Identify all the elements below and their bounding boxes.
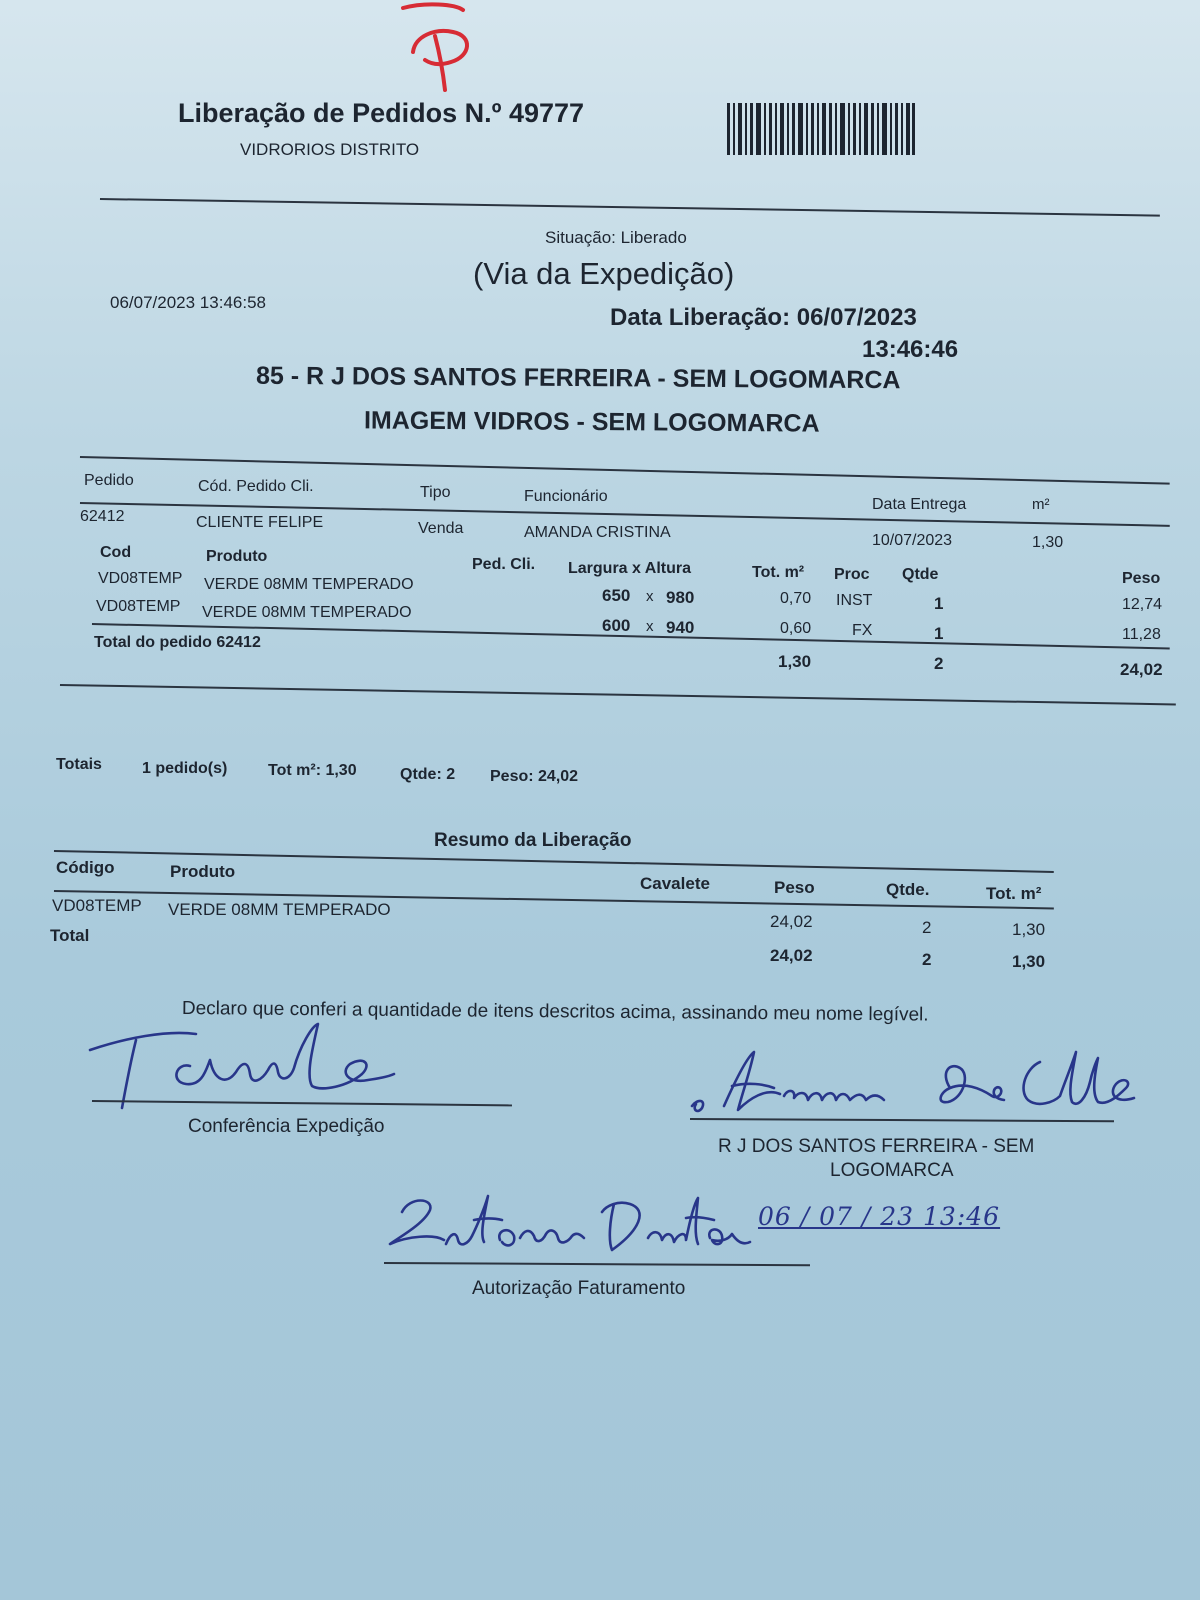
item-header-peso: Peso [1122, 570, 1161, 587]
order-total-qtde: 2 [934, 654, 944, 673]
item-header-tot-m2: Tot. m² [752, 564, 805, 581]
item-1-produto: VERDE 08MM TEMPERADO [204, 576, 414, 593]
item-1-x: x [646, 588, 654, 605]
signature-autorizacao [380, 1190, 760, 1270]
item-header-ped-cli: Ped. Cli. [472, 556, 536, 573]
signature-conferencia [86, 1020, 396, 1110]
company-name: VIDRORIOS DISTRITO [240, 140, 420, 159]
resumo-header-codigo: Código [56, 858, 115, 877]
resumo-header-cavalete: Cavalete [640, 874, 710, 893]
conferencia-label: Conferência Expedição [188, 1116, 385, 1137]
item-header-qtde: Qtde [902, 566, 939, 583]
resumo-row-peso: 24,02 [770, 912, 813, 931]
item-2-largura: 600 [602, 616, 631, 635]
totais-peso: Peso: 24,02 [490, 768, 579, 785]
resumo-row-tot-m2: 1,30 [1012, 920, 1046, 939]
item-2-x: x [646, 618, 654, 635]
order-funcionario-value: AMANDA CRISTINA [524, 524, 671, 541]
via-title: (Via da Expedição) [473, 256, 735, 291]
divider-order-bottom [60, 684, 1176, 705]
resumo-row-codigo: VD08TEMP [52, 896, 142, 915]
divider-header [100, 198, 1160, 217]
item-2-tot-m2: 0,60 [780, 620, 812, 637]
resumo-total-peso: 24,02 [770, 946, 813, 965]
resumo-row-produto: VERDE 08MM TEMPERADO [168, 900, 391, 919]
red-handwritten-mark [395, 0, 485, 95]
col-header-pedido: Pedido [84, 472, 134, 489]
handwritten-date: 06 / 07 / 23 13:46 [758, 1202, 1001, 1231]
item-1-qtde: 1 [934, 594, 944, 613]
order-pedido-value: 62412 [80, 508, 125, 525]
item-2-altura: 940 [666, 618, 695, 637]
signature-client [688, 1048, 1138, 1128]
client-name: 85 - R J DOS SANTOS FERREIRA - SEM LOGOMARCA [255, 361, 901, 395]
resumo-row-qtde: 2 [922, 918, 932, 937]
col-header-m2: m² [1032, 496, 1050, 513]
client-trade-name: IMAGEM VIDROS - SEM LOGOMARCA [363, 406, 820, 438]
item-header-largura-altura: Largura x Altura [568, 560, 691, 577]
document-title: Liberação de Pedidos N.º 49777 [178, 98, 585, 128]
resumo-header-peso: Peso [774, 878, 815, 897]
resumo-header-produto: Produto [170, 862, 236, 881]
declaration-text: Declaro que conferi a quantidade de itens descritos acima, assinando meu nome legível. [181, 998, 929, 1026]
item-header-cod: Cod [100, 544, 132, 561]
item-header-produto: Produto [206, 548, 268, 565]
resumo-total-m2: 1,30 [1012, 952, 1046, 971]
client-label-line1: R J DOS SANTOS FERREIRA - SEM [718, 1136, 1035, 1157]
col-header-cod-pedido-cli: Cód. Pedido Cli. [198, 478, 314, 495]
autorizacao-label: Autorização Faturamento [472, 1278, 686, 1299]
item-1-cod: VD08TEMP [98, 570, 183, 587]
item-2-proc: FX [852, 622, 873, 639]
totais-tot-m2: Tot m²: 1,30 [268, 762, 357, 779]
item-1-altura: 980 [666, 588, 695, 607]
order-tipo-value: Venda [418, 520, 464, 537]
resumo-total-qtde: 2 [922, 950, 932, 969]
print-datetime: 06/07/2023 13:46:58 [110, 293, 266, 312]
release-time: 13:46:46 [862, 336, 959, 363]
col-header-tipo: Tipo [420, 484, 451, 501]
col-header-data-entrega: Data Entrega [872, 496, 967, 513]
resumo-title: Resumo da Liberação [434, 830, 632, 851]
resumo-total-label: Total [50, 926, 90, 945]
status-text: Situação: Liberado [545, 228, 687, 247]
order-cod-pedido-cli-value: CLIENTE FELIPE [196, 514, 324, 531]
barcode [727, 103, 915, 155]
release-date: Data Liberação: 06/07/2023 [610, 304, 917, 331]
item-2-produto: VERDE 08MM TEMPERADO [202, 604, 412, 621]
order-data-entrega-value: 10/07/2023 [872, 532, 953, 549]
totais-pedidos: 1 pedido(s) [142, 760, 228, 777]
item-1-largura: 650 [602, 586, 631, 605]
totais-qtde: Qtde: 2 [400, 766, 456, 783]
item-1-peso: 12,74 [1122, 596, 1163, 613]
order-m2-value: 1,30 [1032, 534, 1064, 551]
item-1-tot-m2: 0,70 [780, 590, 812, 607]
order-total-m2: 1,30 [778, 652, 812, 671]
item-header-proc: Proc [834, 566, 870, 583]
totais-label: Totais [56, 756, 102, 773]
order-total-peso: 24,02 [1120, 660, 1163, 679]
order-total-label: Total do pedido 62412 [94, 634, 261, 651]
resumo-header-qtde: Qtde. [886, 880, 930, 899]
client-label-line2: LOGOMARCA [830, 1160, 954, 1181]
item-2-peso: 11,28 [1122, 626, 1161, 643]
item-1-proc: INST [836, 592, 873, 609]
resumo-header-tot-m2: Tot. m² [986, 884, 1042, 903]
item-2-qtde: 1 [934, 624, 944, 643]
col-header-funcionario: Funcionário [524, 488, 608, 505]
item-2-cod: VD08TEMP [96, 598, 181, 615]
